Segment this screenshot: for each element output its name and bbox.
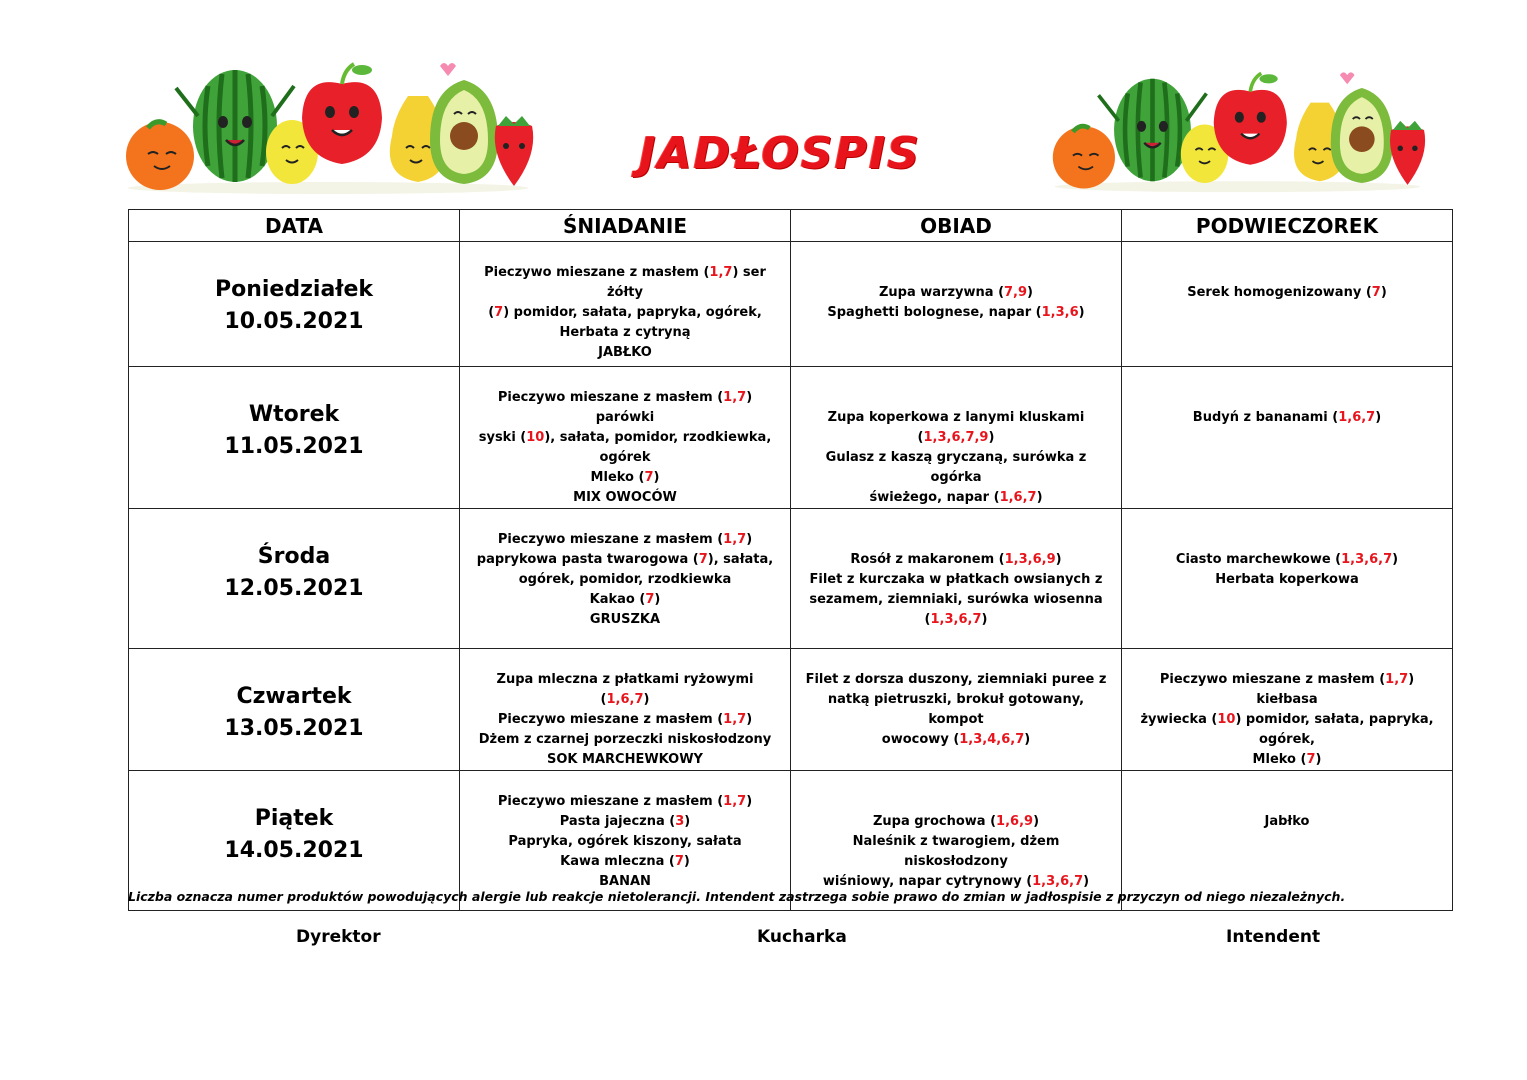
allergen-code: 1,3,6,7	[1032, 874, 1084, 889]
menu-text: SOK MARCHEWKOWY	[547, 752, 703, 767]
menu-line	[805, 832, 1107, 872]
menu-line	[474, 590, 776, 610]
day-name: Środa	[257, 544, 331, 569]
menu-line	[805, 550, 1107, 570]
menu-text: ) pomidor, sałata, papryka,	[1235, 712, 1434, 727]
lunch-cell	[791, 649, 1122, 771]
menu-text: syski (	[478, 430, 527, 445]
day-name: Piątek	[254, 806, 334, 831]
snack-cell	[1122, 242, 1453, 367]
menu-text: )	[643, 692, 650, 707]
allergen-code: 1,7	[723, 532, 747, 547]
menu-text: Mleko (	[1252, 752, 1307, 767]
menu-line	[805, 488, 1107, 508]
menu-text: )	[1315, 752, 1322, 767]
header-row	[129, 210, 1453, 242]
lunch-cell	[791, 367, 1122, 509]
fruit-characters-right	[1045, 66, 1430, 194]
day-cell	[129, 649, 460, 771]
menu-text: )	[653, 470, 660, 485]
menu-line	[474, 750, 776, 770]
menu-text: ) kiełbasa	[1256, 672, 1415, 707]
allergen-code: 3	[675, 814, 685, 829]
lunch-cell	[791, 242, 1122, 367]
menu-line	[474, 710, 776, 730]
menu-text: )	[684, 814, 691, 829]
menu-text: )	[1055, 552, 1062, 567]
menu-text: (	[924, 612, 931, 627]
menu-line	[805, 730, 1107, 750]
menu-line	[474, 610, 776, 630]
menu-line	[474, 488, 776, 508]
menu-line	[474, 448, 776, 468]
menu-text: Gulasz z kaszą gryczaną, surówka z ogórka	[825, 450, 1087, 485]
menu-line	[474, 670, 776, 710]
menu-line	[474, 550, 776, 570]
day-date: 13.05.2021	[224, 716, 364, 741]
menu-text: Jabłko	[1264, 814, 1310, 829]
header-breakfast: ŚNIADANIE	[460, 210, 791, 242]
allergen-code: 1,3,6,9	[1004, 552, 1056, 567]
menu-text: )	[981, 612, 988, 627]
allergen-code: 7	[644, 470, 654, 485]
menu-text: Ciasto marchewkowe (	[1175, 552, 1342, 567]
allergen-code: 10	[526, 430, 545, 445]
header-snack: PODWIECZOREK	[1122, 210, 1453, 242]
lunch-cell	[791, 509, 1122, 649]
menu-text: GRUSZKA	[589, 612, 661, 627]
menu-text: świeżego, napar (	[869, 490, 1000, 505]
snack-cell	[1122, 649, 1453, 771]
allergen-code: 1,6,7	[1338, 410, 1376, 425]
day-name: Wtorek	[248, 402, 340, 427]
menu-text: Herbata z cytryną	[559, 325, 691, 340]
menu-text: )	[1027, 285, 1033, 300]
allergen-code: 1,3,6,7	[930, 612, 982, 627]
allergen-code: 1,7	[723, 794, 747, 809]
menu-text: )	[988, 430, 995, 445]
menu-text: Kawa mleczna (	[560, 854, 675, 869]
menu-text: Spaghetti bolognese, napar (	[827, 305, 1042, 320]
menu-line	[474, 303, 776, 323]
menu-line	[474, 832, 776, 852]
menu-text: )	[746, 532, 753, 547]
menu-text: )	[1036, 490, 1043, 505]
menu-line	[1136, 283, 1438, 303]
menu-text: BANAN	[599, 874, 651, 889]
menu-text: )	[1380, 285, 1387, 300]
allergen-code: 1,3,6,7,9	[923, 430, 989, 445]
menu-text: Pieczywo mieszane z masłem (	[484, 265, 710, 280]
allergen-code: 1,3,6,7	[1341, 552, 1393, 567]
menu-line	[1136, 570, 1438, 590]
menu-text: Filet z dorsza duszony, ziemniaki puree z	[805, 672, 1107, 687]
menu-line	[805, 283, 1107, 303]
menu-text: Pieczywo mieszane z masłem (	[497, 390, 724, 405]
allergen-code: 1,3,4,6,7	[959, 732, 1025, 747]
menu-line	[805, 570, 1107, 590]
menu-text: żywiecka (	[1140, 712, 1218, 727]
allergen-code: 1,7	[723, 712, 747, 727]
menu-line	[805, 670, 1107, 690]
menu-line	[805, 690, 1107, 730]
allergen-code: 1,7	[723, 390, 747, 405]
menu-text: )	[1375, 410, 1382, 425]
breakfast-cell	[460, 242, 791, 367]
menu-text: Kakao (	[589, 592, 646, 607]
menu-line	[1136, 750, 1438, 770]
menu-line	[474, 570, 776, 590]
snack-cell	[1122, 367, 1453, 509]
menu-text: ), sałata,	[707, 552, 774, 567]
menu-text: )	[1078, 305, 1085, 320]
menu-line	[1136, 730, 1438, 750]
menu-text: ogórek, pomidor, rzodkiewka	[518, 572, 732, 587]
menu-line	[474, 428, 776, 448]
menu-text: Herbata koperkowa	[1215, 572, 1359, 587]
menu-text: ogórek,	[1259, 732, 1315, 747]
allergen-code: 1,6,7	[999, 490, 1037, 505]
allergen-code: 7	[645, 592, 655, 607]
day-cell	[129, 509, 460, 649]
menu-text: Pasta jajeczna (	[559, 814, 676, 829]
menu-text: )	[1033, 814, 1040, 829]
menu-line	[805, 812, 1107, 832]
menu-line	[805, 448, 1107, 488]
menu-text: )	[746, 712, 753, 727]
menu-text: Zupa mleczna z płatkami ryżowymi (	[496, 672, 754, 707]
menu-text: MIX OWOCÓW	[573, 490, 677, 505]
menu-line	[805, 590, 1107, 610]
menu-line	[474, 388, 776, 428]
menu-line	[1136, 408, 1438, 428]
day-row	[129, 649, 1453, 771]
menu-text: Rosół z makaronem (	[850, 552, 1005, 567]
menu-text: Filet z kurczaka w płatkach owsianych z	[809, 572, 1103, 587]
allergen-code: 7	[1371, 285, 1381, 300]
menu-line	[474, 812, 776, 832]
menu-text: Zupa koperkowa z lanymi kluskami (	[827, 410, 1085, 445]
menu-text: wiśniowy, napar cytrynowy (	[822, 874, 1033, 889]
menu-line	[1136, 550, 1438, 570]
menu-text: )	[1083, 874, 1090, 889]
menu-text: Pieczywo mieszane z masłem (	[1159, 672, 1386, 687]
allergen-code: 1,6,7	[606, 692, 644, 707]
allergen-code: 7	[494, 305, 504, 320]
breakfast-cell	[460, 649, 791, 771]
signature-director: Dyrektor	[296, 927, 381, 947]
day-cell	[129, 242, 460, 367]
allergen-code: 7,9	[1004, 285, 1028, 300]
menu-line	[474, 730, 776, 750]
menu-text: Budyń z bananami (	[1192, 410, 1339, 425]
menu-text: Papryka, ogórek kiszony, sałata	[508, 834, 742, 849]
menu-text: natką pietruszki, brokuł gotowany, kompot	[827, 692, 1085, 727]
snack-cell	[1122, 509, 1453, 649]
page-title: JADŁOSPIS	[639, 128, 921, 179]
day-date: 11.05.2021	[224, 434, 364, 459]
menu-text: )	[654, 592, 661, 607]
menu-line	[1136, 812, 1438, 832]
menu-line	[474, 323, 776, 343]
fruit-characters-left	[118, 56, 538, 196]
breakfast-cell	[460, 367, 791, 509]
menu-text: (	[488, 305, 495, 320]
menu-text: Serek homogenizowany (	[1187, 285, 1372, 300]
menu-text: ) ser żółty	[606, 265, 766, 300]
menu-text: Zupa grochowa (	[872, 814, 997, 829]
menu-text: ) pomidor, sałata, papryka, ogórek,	[503, 305, 762, 320]
menu-text: paprykowa pasta twarogowa (	[476, 552, 699, 567]
header-lunch: OBIAD	[791, 210, 1122, 242]
menu-line	[805, 408, 1107, 448]
menu-text: JABŁKO	[598, 345, 652, 360]
menu-text: owocowy (	[881, 732, 960, 747]
menu-text: ) parówki	[595, 390, 753, 425]
day-row	[129, 509, 1453, 649]
day-date: 14.05.2021	[224, 838, 364, 863]
menu-line	[474, 852, 776, 872]
menu-text: )	[1392, 552, 1399, 567]
signature-cook: Kucharka	[757, 927, 847, 947]
menu-line	[1136, 710, 1438, 730]
menu-text: sezamem, ziemniaki, surówka wiosenna	[809, 592, 1103, 607]
menu-table	[128, 209, 1453, 911]
day-name: Czwartek	[236, 684, 352, 709]
menu-text: Dżem z czarnej porzeczki niskosłodzony	[478, 732, 772, 747]
menu-line	[805, 610, 1107, 630]
menu-text: )	[746, 794, 753, 809]
day-cell	[129, 367, 460, 509]
allergen-code: 1,7	[709, 265, 733, 280]
day-date: 10.05.2021	[224, 309, 364, 334]
allergen-note: Liczba oznacza numer produktów powodujących alergie lub reakcje nietolerancji. Intendent zastrzega sobie prawo do zmian w jadłospisie z przyczyn od niego niezależnych.	[128, 889, 1346, 904]
header-date: DATA	[129, 210, 460, 242]
menu-line	[474, 792, 776, 812]
menu-line	[805, 303, 1107, 323]
day-date: 12.05.2021	[224, 576, 364, 601]
allergen-code: 1,3,6	[1041, 305, 1079, 320]
menu-body	[129, 242, 1453, 911]
menu-text: Pieczywo mieszane z masłem (	[497, 794, 724, 809]
day-row	[129, 367, 1453, 509]
breakfast-cell	[460, 509, 791, 649]
signature-intendant: Intendent	[1226, 927, 1321, 947]
menu-text: Mleko (	[590, 470, 645, 485]
menu-line	[1136, 670, 1438, 710]
menu-text: Zupa warzywna (	[878, 285, 1005, 300]
menu-line	[474, 343, 776, 363]
allergen-code: 7	[1306, 752, 1316, 767]
menu-line	[474, 468, 776, 488]
menu-text: )	[1024, 732, 1031, 747]
menu-text: )	[683, 854, 690, 869]
day-name: Poniedziałek	[214, 277, 374, 302]
menu-text: Pieczywo mieszane z masłem (	[497, 532, 724, 547]
allergen-code: 10	[1217, 712, 1236, 727]
allergen-code: 7	[698, 552, 708, 567]
allergen-code: 7	[674, 854, 684, 869]
menu-text: Pieczywo mieszane z masłem (	[497, 712, 724, 727]
day-row	[129, 242, 1453, 367]
menu-text: ), sałata, pomidor, rzodkiewka,	[544, 430, 772, 445]
allergen-code: 1,7	[1385, 672, 1409, 687]
allergen-code: 1,6,9	[996, 814, 1034, 829]
menu-text: ogórek	[599, 450, 651, 465]
menu-line	[474, 263, 776, 303]
menu-text: Naleśnik z twarogiem, dżem niskosłodzony	[852, 834, 1060, 869]
menu-line	[474, 530, 776, 550]
